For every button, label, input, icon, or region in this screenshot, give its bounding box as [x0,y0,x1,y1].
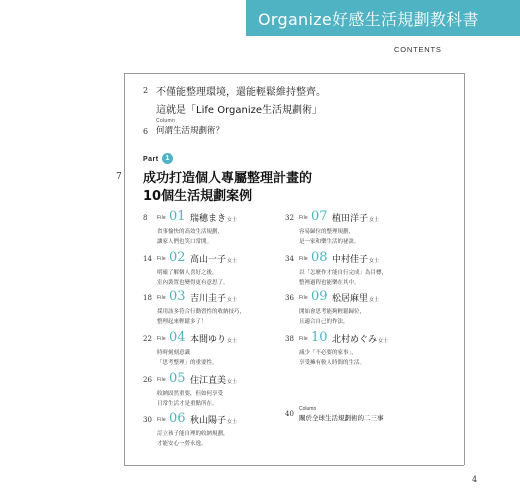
entry-file-label: File [157,377,166,383]
entry-name-text: 北村めぐみ [332,335,378,345]
entry-page-number: 38 [285,335,294,343]
column2-tag: Column [299,406,317,412]
entry-description [157,389,223,409]
entry-honorific: 女士 [369,297,380,303]
entry-person-name [190,332,237,345]
book-title: Organize好感生活規劃教科書 [258,10,479,29]
column2-title: 關於全球生活規劃術的二三事 [299,414,384,422]
frame-bottom-rule [124,465,464,466]
entry-description-line-2: 享受擁有較人時間的生活。 [299,360,366,366]
folio-page-number: 4 [472,475,478,484]
entry-honorific: 女士 [227,297,238,303]
entry-description [299,268,387,288]
entry-description-line-2: 整理起來輕鬆多了！ [157,319,207,325]
entry-page-number: 30 [143,416,152,424]
entry-description [157,307,245,327]
entry-name-text: 中村佳子 [332,255,369,265]
entry-page-number: 32 [285,214,294,222]
entry-file-label: File [299,295,308,301]
entry-honorific: 女士 [369,258,380,264]
entry-description-line-1: 減少「不必要的家事」， [299,350,357,356]
entry-honorific: 女士 [227,338,238,344]
entry-name-text: 本間ゆり [190,335,227,345]
entry-description-line-1: 以「怎麼作才能自行完成」為目標， [299,270,388,276]
part-label: Part [143,156,159,163]
frame-right-rule [464,73,465,465]
entry-file-label: File [157,336,166,342]
entry-page-number: 18 [143,294,152,302]
contents-label: CONTENTS [394,45,442,54]
entry-description-line-1: 時時刻刻意識 [157,350,191,356]
entry-description [299,227,360,247]
entry-page-number: 26 [143,376,152,384]
entry-description-line-2: 整裡過程也能樂在其中。 [299,280,360,286]
entry-file-label: File [299,336,308,342]
entry-file-number: 04 [169,330,186,345]
entry-person-name [190,252,237,265]
entry-name-text: 秋山陽子 [190,416,227,426]
column1-tag: Column [156,118,176,124]
entry-honorific: 女士 [227,217,238,223]
entry-person-name [332,291,379,304]
part-page-number: 7 [116,172,122,182]
entry-file-label: File [157,417,166,423]
entry-description-line-2: 日常生活才是重點所在。 [157,401,218,407]
entry-page-number: 34 [285,255,294,263]
entry-person-name [332,252,379,265]
entry-page-number: 14 [143,255,152,263]
intro-line-1: 不僅能整理環境，還能輕鬆維持整齊。 [156,87,326,98]
entry-page-number: 22 [143,335,152,343]
entry-file-number: 02 [169,250,186,265]
entry-description-line-1: 採用該多符合行動習性的收納技巧， [157,309,246,315]
entry-name-text: 住江直美 [190,376,227,386]
entry-person-name [190,291,237,304]
entry-description-line-2: 是一家和樂生活的祕訣。 [299,239,360,245]
entry-honorific: 女士 [378,338,389,344]
entry-description-line-2: 且適合自己的作法。 [299,319,349,325]
entry-description-line-2: 「思考整理」的重要性。 [157,360,218,366]
entry-description-line-1: 開始會思考能夠輕鬆歸位， [299,309,366,315]
part-title-line-2: 10個生活規劃案例 [143,189,253,204]
entry-file-label: File [157,215,166,221]
entry-page-number: 36 [285,294,294,302]
entry-description-line-1: 訂立孩子能自理的收納規劃， [157,431,229,437]
frame-top-rule [124,73,464,74]
entry-description-line-1: 省事愉快的高效生活規劃， [157,229,224,235]
entry-person-name [190,413,237,426]
entry-description-line-1: 收納固然重要，但如何享受 [157,391,224,397]
entry-file-number: 05 [169,371,186,386]
entry-name-text: 植田洋子 [332,214,369,224]
entry-name-text: 松居麻里 [332,294,369,304]
entry-person-name [190,211,237,224]
entry-file-number: 09 [311,289,328,304]
entry-file-number: 06 [169,411,186,426]
entry-honorific: 女士 [227,419,238,425]
entry-file-number: 08 [311,250,328,265]
entry-description-line-1: 容易歸位的整理規劃， [299,229,355,235]
entry-file-label: File [299,215,308,221]
entry-person-name [332,332,388,345]
entry-description-line-2: 室內裝置也變得更有意思了。 [157,280,229,286]
intro-page-number: 2 [143,86,149,95]
entry-honorific: 女士 [227,258,238,264]
column2-page-number: 40 [285,410,294,418]
entry-file-label: File [157,256,166,262]
entry-page-number: 8 [143,214,148,222]
entry-description [157,348,218,368]
entry-description [157,429,229,449]
entry-file-label: File [299,256,308,262]
entry-description [157,268,229,288]
entry-name-text: 瑞穗まき [190,214,227,224]
entry-file-number: 01 [169,209,186,224]
column1-title: 何謂生活規劃術？ [156,126,225,136]
entry-description-line-1: 明確了解個人喜好之後， [157,270,218,276]
entry-description-line-2: 讓家人們也笑口常開。 [157,239,213,245]
entry-person-name [332,211,379,224]
entry-name-text: 吉川圭子 [190,294,227,304]
entry-description [157,227,223,247]
entry-description [299,348,365,368]
entry-file-number: 03 [169,289,186,304]
entry-file-label: File [157,295,166,301]
entry-honorific: 女士 [227,379,238,385]
entry-honorific: 女士 [369,217,380,223]
entry-description [299,307,365,327]
entry-person-name [190,373,237,386]
entry-file-number: 10 [311,330,328,345]
intro-line-2: 這就是「Life Organize生活規劃術」 [156,105,323,116]
part-number-badge: 1 [162,153,173,164]
entry-name-text: 高山一子 [190,255,227,265]
entry-file-number: 07 [311,209,328,224]
frame-left-rule [124,73,125,465]
entry-description-line-2: 才能安心一勞永逸。 [157,441,207,447]
part-title-line-1: 成功打造個人專屬整理計畫的 [143,171,313,186]
column1-page-number: 6 [143,127,149,136]
